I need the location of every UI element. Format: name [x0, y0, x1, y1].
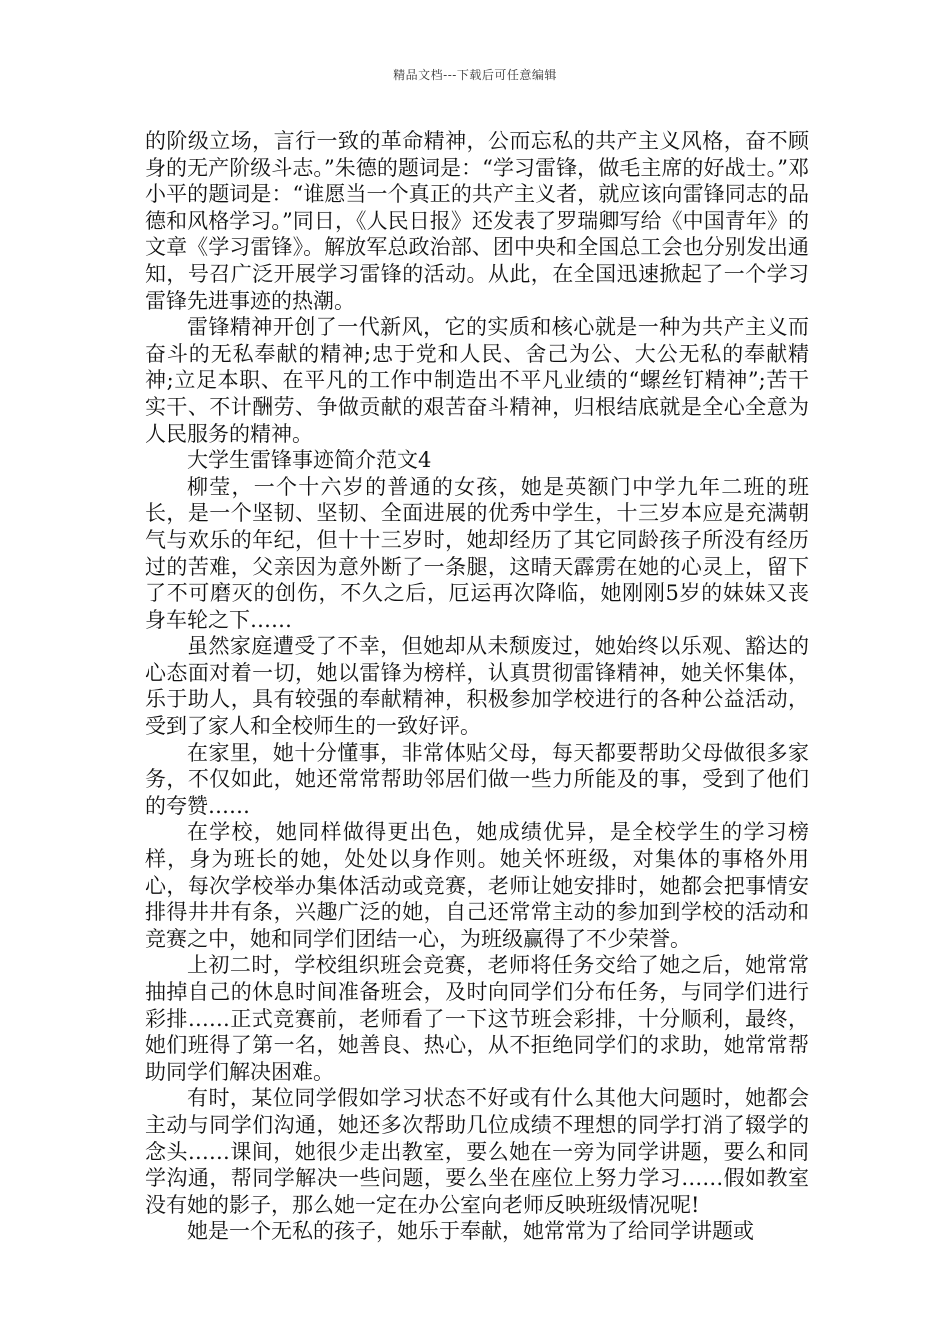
paragraph: 雷锋精神开创了一代新风，它的实质和核心就是一种为共产主义而奋斗的无私奉献的精神;忠于党和人民、舍己为公、大公无私的奉献精神;立足本职、在平凡的工作中制造出不平凡业绩的“螺丝钉精神”;苦干实干、不计酬劳、争做贡献的艰苦奋斗精神，归根结底就是全心全意为人民服务的精神。 — [145, 315, 809, 446]
paragraph: 的阶级立场，言行一致的革命精神，公而忘私的共产主义风格，奋不顾身的无产阶级斗志。”朱德的题词是：“学习雷锋，做毛主席的好战士。”邓小平的题词是：“谁愿当一个真正的共产主义者，就应该向雷锋同志的品德和风格学习。”同日，《人民日报》还发表了罗瑞卿写给《中国青年》的文章《学习雷锋》。解放军总政治部、团中央和全国总工会也分别发出通知，号召广泛开展学习雷锋的活动。从此，在全国迅速掀起了一个学习雷锋先进事迹的热潮。 — [145, 129, 809, 313]
document-body — [145, 128, 809, 1245]
paragraph: 虽然家庭遭受了不幸，但她却从未颓废过，她始终以乐观、豁达的心态面对着一切，她以雷锋为榜样，认真贯彻雷锋精神，她关怀集体，乐于助人，具有较强的奉献精神，积极参加学校进行的各种公益活动，受到了家人和全校师生的一致好评。 — [145, 634, 809, 739]
paragraph: 她是一个无私的孩子，她乐于奉献，她常常为了给同学讲题或 — [187, 1219, 754, 1244]
page-header: 精品文档---下载后可任意编辑 — [393, 68, 557, 82]
paragraph: 在学校，她同样做得更出色，她成绩优异，是全校学生的学习榜样，身为班长的她，处处以身作则。她关怀班级，对集体的事格外用心，每次学校举办集体活动或竞赛，老师让她安排时，她都会把事情安排得井井有条，兴趣广泛的她，自己还常常主动的参加到学校的活动和竞赛之中，她和同学们团结一心，为班级赢得了不少荣誉。 — [145, 820, 809, 951]
paragraph: 柳莹，一个十六岁的普通的女孩，她是英额门中学九年二班的班长，是一个坚韧、坚韧、全面进展的优秀中学生，十三岁本应是充满朝气与欢乐的年纪，但十十三岁时，她却经历了其它同龄孩子所没有经历过的苦难，父亲因为意外断了一条腿，这晴天霹雳在她的心灵上，留下了不可磨灭的创伤，不久之后，厄运再次降临，她刚刚5岁的妹妹又丧身车轮之下…… — [145, 474, 809, 632]
section-heading: 大学生雷锋事迹简介范文4 — [187, 448, 432, 473]
paragraph: 在家里，她十分懂事，非常体贴父母，每天都要帮助父母做很多家务，不仅如此，她还常常帮助邻居们做一些力所能及的事，受到了他们的夸赞…… — [145, 740, 809, 818]
paragraph: 上初二时，学校组织班会竞赛，老师将任务交给了她之后，她常常抽掉自己的休息时间准备班会，及时向同学们分布任务，与同学们进行彩排……正式竞赛前，老师看了一下这节班会彩排，十分顺利，最终，她们班得了第一名，她善良、热心，从不拒绝同学们的求助，她常常帮助同学们解决困难。 — [145, 953, 809, 1084]
paragraph: 有时，某位同学假如学习状态不好或有什么其他大问题时，她都会主动与同学们沟通，她还多次帮助几位成绩不理想的同学打消了辍学的念头……课间，她很少走出教室，要么她在一旁为同学讲题，要么和同学沟通，帮同学解决一些问题，要么坐在座位上努力学习……假如教室没有她的影子，那么她一定在办公室向老师反映班级情况呢! — [145, 1086, 809, 1217]
